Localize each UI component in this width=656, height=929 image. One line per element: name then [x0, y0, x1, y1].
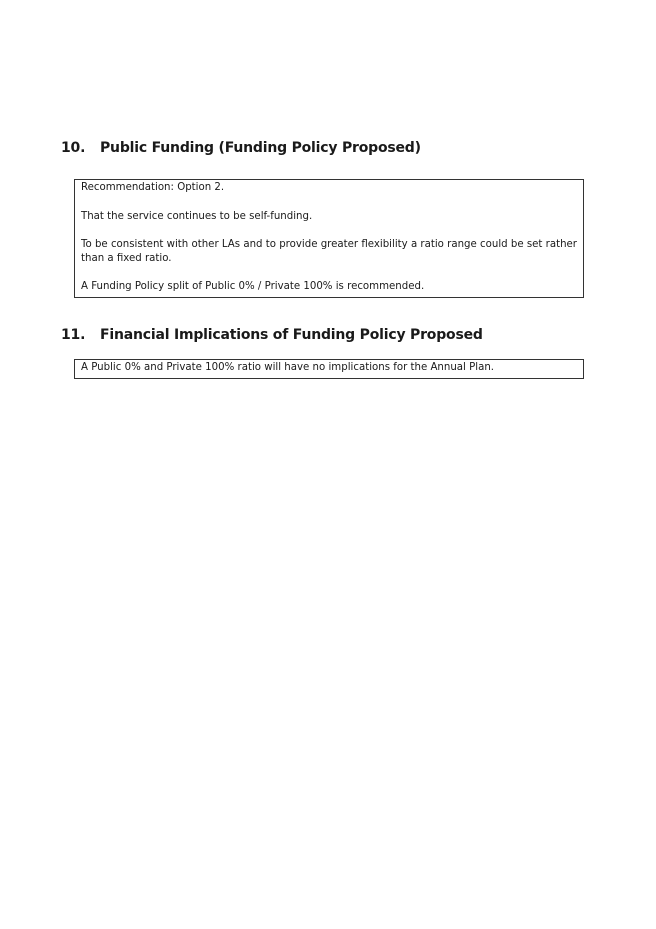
section-10-box	[74, 179, 584, 298]
implications-text: A Public 0% and Private 100% ratio will have no implications for the Annual Plan.	[81, 362, 495, 373]
self-funding-text: That the service continues to be self-funding.	[81, 210, 313, 222]
consistency-text: To be consistent with other LAs and to provide greater flexibility a ratio range could be set rather than a fixed ratio.	[81, 239, 577, 264]
section-10-title: Public Funding (Funding Policy Proposed)	[100, 140, 421, 156]
recommendation-text: Recommendation: Option 2.	[81, 182, 225, 193]
section-10-heading	[61, 140, 421, 156]
funding-split-text: A Funding Policy split of Public 0% / Private 100% is recommended.	[81, 281, 425, 292]
section-10-number: 10.	[61, 140, 86, 156]
section-11-title: Financial Implications of Funding Policy Proposed	[100, 327, 483, 343]
section-11-number: 11.	[61, 327, 86, 343]
section-11-heading	[61, 327, 483, 343]
section-11-box	[74, 359, 584, 379]
